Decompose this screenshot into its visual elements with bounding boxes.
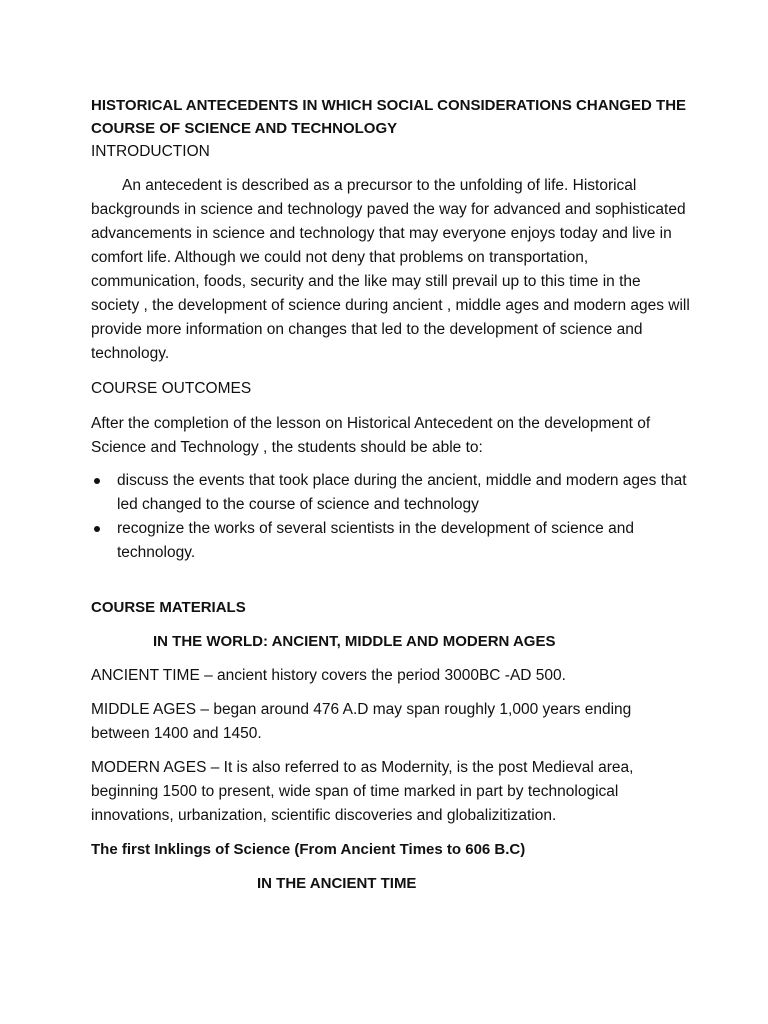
- list-item: [91, 517, 691, 565]
- modern-ages-paragraph: MODERN AGES – It is also referred to as Modernity, is the post Medieval area, beginning 1500 to present, wide span of time marked in part by technological innovations, urbanization, scientific discoveries and globalizitization.: [91, 759, 634, 824]
- bullet-icon: [94, 478, 100, 484]
- list-item-text: recognize the works of several scientists in the development of science and technology.: [117, 520, 634, 561]
- ancient-time-paragraph: ANCIENT TIME – ancient history covers the period 3000BC -AD 500.: [91, 667, 566, 684]
- introduction-paragraph: An antecedent is described as a precursor to the unfolding of life. Historical backgrounds in science and technology paved the way for advanced and sophisticated advancements in science and technology that may everyone enjoys today and live in comfort life. Although we could not deny that problems on transportation, communication, foods, security and the like may still prevail up to this time in the society , the development of science during ancient , middle ages and modern ages will provide more information on changes that led to the development of science and technology.: [91, 177, 690, 362]
- ancient-time-heading: IN THE ANCIENT TIME: [257, 875, 417, 892]
- middle-ages-paragraph: MIDDLE AGES – began around 476 A.D may span roughly 1,000 years ending between 1400 and 1450.: [91, 701, 632, 742]
- course-outcomes-list: [91, 469, 691, 565]
- course-outcomes-heading: COURSE OUTCOMES: [91, 380, 252, 397]
- document-title: HISTORICAL ANTECEDENTS IN WHICH SOCIAL CONSIDERATIONS CHANGED THE COURSE OF SCIENCE AND TECHNOLOGY: [91, 97, 687, 137]
- list-item-text: discuss the events that took place during the ancient, middle and modern ages that led changed to the course of science and technology: [117, 472, 687, 513]
- introduction-heading: INTRODUCTION: [91, 143, 210, 160]
- course-materials-heading: COURSE MATERIALS: [91, 599, 246, 616]
- bullet-icon: [94, 526, 100, 532]
- first-inklings-heading: The first Inklings of Science (From Ancient Times to 606 B.C): [91, 841, 526, 858]
- list-item: [91, 469, 691, 517]
- world-ages-heading: IN THE WORLD: ANCIENT, MIDDLE AND MODERN AGES: [153, 633, 556, 650]
- document-page: [91, 94, 691, 896]
- course-outcomes-paragraph: After the completion of the lesson on Historical Antecedent on the development of Science and Technology , the students should be able to:: [91, 415, 651, 456]
